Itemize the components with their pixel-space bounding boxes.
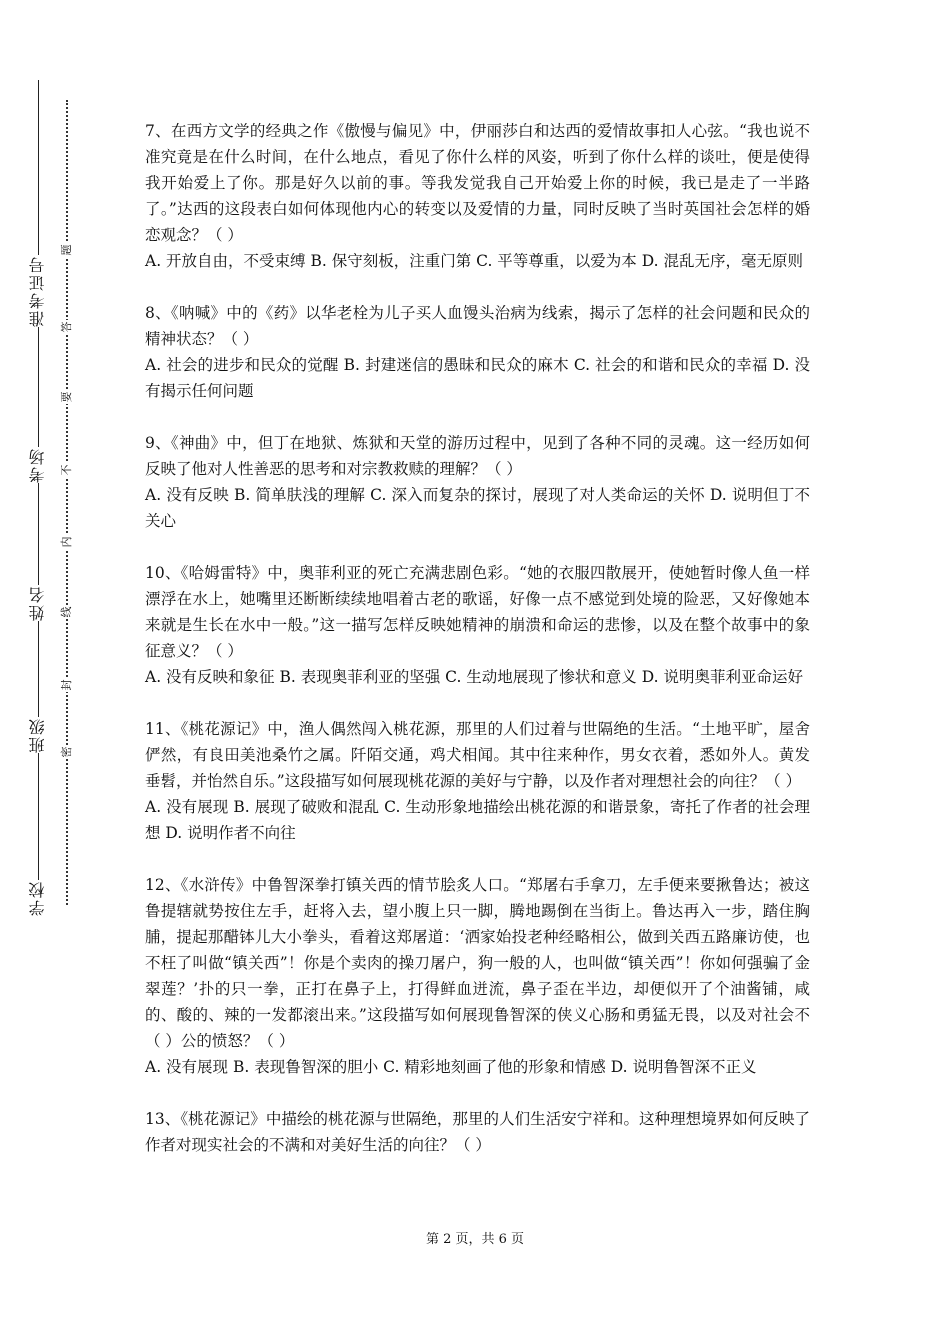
- question-10: [145, 560, 810, 690]
- class-label: 班级: [28, 717, 47, 753]
- seal-char: 线: [60, 606, 73, 618]
- seal-char: 答: [60, 321, 73, 333]
- question-options: A. 社会的进步和民众的觉醒 B. 封建迷信的愚昧和民众的麻木 C. 社会的和谐和民众的幸福 D. 没有揭示任何问题: [145, 356, 810, 400]
- question-12: [145, 872, 810, 1080]
- question-options: A. 没有反映和象征 B. 表现奥菲利亚的坚强 C. 生动地展现了惨状和意义 D. 说明奥菲利亚命运好: [145, 668, 803, 686]
- seal-char: 题: [60, 244, 73, 256]
- question-stem: 8、《呐喊》中的《药》以华老栓为儿子买人血馒头治病为线索，揭示了怎样的社会问题和民众的精神状态？（ ）: [145, 304, 810, 348]
- question-7: [145, 118, 810, 274]
- question-9: [145, 430, 810, 534]
- seal-char: 内: [60, 536, 73, 548]
- question-options: A. 开放自由，不受束缚 B. 保守刻板，注重门第 C. 平等尊重，以爱为本 D. 混乱无序，毫无原则: [145, 252, 803, 270]
- seal-char: 不: [60, 464, 73, 476]
- question-options: A. 没有展现 B. 展现了破败和混乱 C. 生动形象地描绘出桃花源的和谐景象，寄托了作者的社会理想 D. 说明作者不向往: [145, 798, 810, 842]
- question-11: [145, 716, 810, 846]
- question-13: [145, 1106, 810, 1158]
- question-stem: 7、在西方文学的经典之作《傲慢与偏见》中，伊丽莎白和达西的爱情故事扣人心弦。“我也说不准究竟是在什么时间，在什么地点，看见了你什么样的风姿，听到了你什么样的谈吐，便是使得我开始爱上了你。那是好久以前的事。等我发觉我自己开始爱上你的时候，我已是走了一半路了。”达西的这段表白如何体现他内心的转变以及爱情的力量，同时反映了当时英国社会怎样的婚恋观念？（ ）: [145, 122, 810, 244]
- question-stem: 9、《神曲》中，但丁在地狱、炼狱和天堂的游历过程中，见到了各种不同的灵魂。这一经历如何反映了他对人性善恶的思考和对宗教救赎的理解？（ ）: [145, 434, 810, 478]
- page-number-footer: 第 2 页，共 6 页: [425, 1232, 525, 1247]
- binding-solid-line: [38, 80, 39, 905]
- name-label: 姓名: [28, 585, 47, 621]
- seal-char: 封: [60, 679, 73, 691]
- question-stem: 11、《桃花源记》中，渔人偶然闯入桃花源，那里的人们过着与世隔绝的生活。“土地平旷，屋舍俨然，有良田美池桑竹之属。阡陌交通，鸡犬相闻。其中往来种作，男女衣着，悉如外人。黄发垂髫，并怡然自乐。”这段描写如何展现桃花源的美好与宁静，以及作者对理想社会的向往？（ ）: [145, 720, 810, 790]
- question-stem: 10、《哈姆雷特》中，奥菲利亚的死亡充满悲剧色彩。“她的衣服四散展开，使她暂时像人鱼一样漂浮在水上，她嘴里还断断续续地唱着古老的歌谣，好像一点不感觉到处境的险恶，又好像她本来就是生长在水中一般。”这一描写怎样反映她精神的崩溃和命运的悲惨，以及在整个故事中的象征意义？（ ）: [145, 564, 810, 660]
- school-label: 学校: [28, 880, 47, 916]
- question-stem: 13、《桃花源记》中描绘的桃花源与世隔绝，那里的人们生活安宁祥和。这种理想境界如何反映了作者对现实社会的不满和对美好生活的向往？（ ）: [145, 1110, 810, 1154]
- admission-number-label: 准考证号: [28, 255, 47, 327]
- question-stem: 12、《水浒传》中鲁智深拳打镇关西的情节脍炙人口。“郑屠右手拿刀，左手便来要揪鲁达；被这鲁提辖就势按住左手，赶将入去，望小腹上只一脚，腾地踢倒在当街上。鲁达再入一步，踏住胸脯，提起那醋钵儿大小拳头，看着这郑屠道：‘洒家始投老种经略相公，做到关西五路廉访使，也不枉了叫做“镇关西”！你是个卖肉的操刀屠户，狗一般的人，也叫做“镇关西”！你如何强骗了金翠莲？’扑的只一拳，正打在鼻子上，打得鲜血迸流，鼻子歪在半边，却便似开了个油酱铺，咸的、酸的、辣的一发都滚出来。”这段描写如何展现鲁智深的侠义心肠和勇猛无畏，以及对社会不（ ）公的愤怒？（ ）: [145, 876, 810, 1050]
- seal-char: 要: [60, 391, 73, 403]
- binding-dotted-line: [66, 100, 68, 905]
- question-8: [145, 300, 810, 404]
- question-options: A. 没有反映 B. 简单肤浅的理解 C. 深入而复杂的探讨，展现了对人类命运的关怀 D. 说明但丁不关心: [145, 486, 810, 530]
- question-list: [145, 118, 810, 1184]
- exam-room-label: 考场: [28, 447, 47, 483]
- question-options: A. 没有展现 B. 表现鲁智深的胆小 C. 精彩地刻画了他的形象和情感 D. 说明鲁智深不正义: [145, 1058, 757, 1076]
- seal-char: 密: [60, 746, 73, 758]
